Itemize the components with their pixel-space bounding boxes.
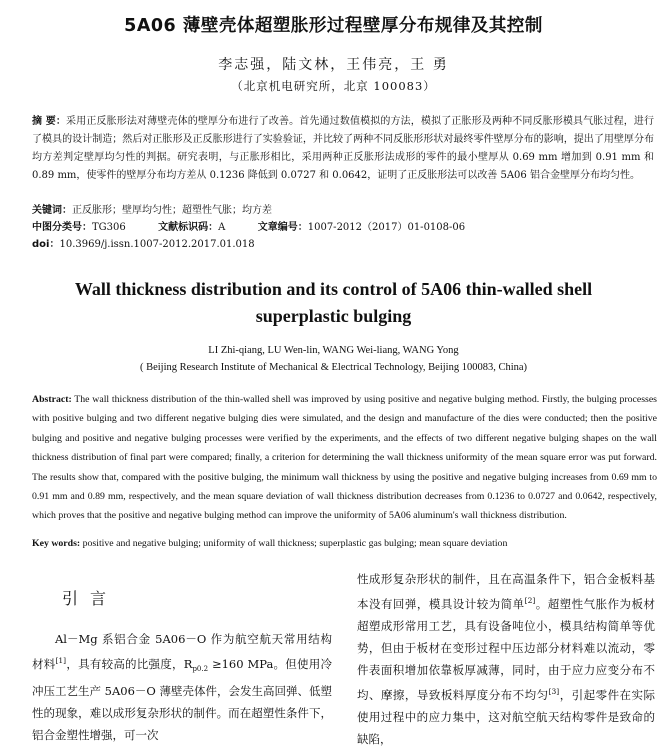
abstract-cn-label: 摘 要： (32, 116, 67, 127)
intro-left-text-3: ≥160 MPa。但使用冷冲压工艺生产 5A06－O 薄壁壳体件，会发生高回弹、低塑性的现象，难以成形复杂形状的制件。而在超塑性条件下，铝合金塑性增强，可一次 (32, 656, 333, 743)
article-number-label: 文章编号： (257, 222, 308, 233)
keywords-en (32, 536, 657, 552)
paper-title-cn: 5A06 薄壁壳体超塑胀形过程壁厚分布规律及其控制 (124, 16, 543, 36)
doc-code-value: A (218, 222, 226, 233)
classification-row (32, 220, 654, 236)
paper-title-en-line1: Wall thickness distribution and its control of 5A06 thin-walled shell (74, 279, 593, 299)
intro-right-text-3: ，引起零件在实际使用过程中的应力集中，这对航空航天结构零件是致命的缺陷， (357, 687, 656, 746)
doi-row (32, 237, 654, 253)
authors-cn: 李志强，陆文林，王伟亮，王 勇 (218, 57, 449, 73)
section-heading-introduction: 引言 (62, 589, 119, 608)
clc-value: TG306 (92, 222, 126, 233)
keywords-cn-text: 正反胀形；壁厚均匀性；超塑性气胀；均方差 (72, 205, 272, 216)
doi-value[interactable]: 10.3969/j.issn.1007-2012.2017.01.018 (59, 239, 255, 250)
intro-left-column (32, 628, 332, 746)
keywords-en-label: Key words: (32, 538, 81, 549)
intro-left-subscript: p0.2 (192, 665, 209, 674)
authors-en: LI Zhi-qiang, LU Wen-lin, WANG Wei-liang, WANG Yong (208, 345, 459, 356)
paper-title-en-line2: superplastic bulging (255, 306, 412, 326)
paper-title-en (0, 276, 667, 330)
intro-left-text-1: Al－Mg 系铝合金 5A06－O 作为航空航天常用结构材料 (32, 632, 332, 671)
intro-right-text-1: 性成形复杂形状的制件，且在高温条件下，铝合金板料基本没有回弹，模具设计较为简单 (357, 572, 655, 611)
doc-code-label: 文献标识码： (158, 222, 219, 233)
article-number-value: 1007-2012（2017）01-0108-06 (307, 222, 466, 233)
affiliation-cn: （北京机电研究所，北京 100083） (231, 79, 436, 93)
abstract-en-label: Abstract: (32, 394, 72, 405)
keywords-cn (32, 203, 654, 219)
clc-label: 中图分类号： (32, 222, 92, 233)
intro-right-text-2: 。超塑性气胀作为板材超塑成形常用工艺，具有设备吨位小，模具结构简单等优势，但由于板材在变形过程中压边部分材料难以流动，零件表面积增加依靠板厚减薄，同时，由于应力应变分布不均、摩擦，导致板料厚度分布不均匀 (357, 596, 656, 702)
intro-left-text-2: ，具有较高的比强度，R (66, 656, 193, 671)
citation-1[interactable]: [1] (55, 656, 67, 665)
intro-right-column (357, 568, 655, 750)
citation-3[interactable]: [3] (548, 686, 560, 696)
affiliation-en: ( Beijing Research Institute of Mechanical & Electrical Technology, Beijing 100083, China) (139, 362, 528, 373)
citation-2[interactable]: [2] (524, 596, 536, 605)
abstract-cn (32, 113, 654, 185)
doi-label: doi： (32, 239, 60, 250)
abstract-en-text: The wall thickness distribution of the thin-walled shell was improved by using positive and negative bulging method. Firstly, the bulging processes with positive bulging and two different negative bulging dies were simulated, and the design and manufacture of the dies were conducted; then the positive bulging and positive and negative bulging processes were verified by the experiments, and the effects of two different negative bulging shapes on the wall thickness distribution of final part were compared; finally, a criterion for determining the wall thickness uniformity of the mean square error was put forward. The results show that, compared with the positive bulging, the minimum wall thickness by using the positive and negative bulging increases from 0.69 mm to 0.91 mm and 0.89 mm, respectively, and the mean square deviation of wall thickness distribution decreases from 0.1236 to 0.0727 and 0.0642, respectively, which proves that the positive and negative bulging method can improve the uniformity of 5A06 aluminum's wall thickness distribution. (32, 394, 657, 522)
abstract-en (32, 390, 657, 526)
abstract-cn-text: 采用正反胀形法对薄壁壳体的壁厚分布进行了改善。首先通过数值模拟的方法，模拟了正胀形及两种不同反胀形模具气胀过程，进行了模具的设计制造；然后对正胀形及正反胀形进行了实验验证，并比较了两种不同反胀形形状对最终零件壁厚分布的影响，提出了用壁厚分布均方差判定壁厚均匀性的判据。研究表明，与正胀形相比，采用两种正反胀形法成形的零件的最小壁厚从 0.69 mm 增加到 0.91 mm 和 0.89 mm，使零件的壁厚分布均方差从 0.1236 降低到 0.0727 和 0.0642，证明了正反胀形法可以改善 5A06 铝合金壁厚分布均匀性。 (32, 116, 655, 181)
keywords-cn-label: 关键词： (32, 205, 72, 216)
keywords-en-text: positive and negative bulging; uniformity of wall thickness; superplastic gas bulging; mean square deviation (82, 538, 508, 549)
